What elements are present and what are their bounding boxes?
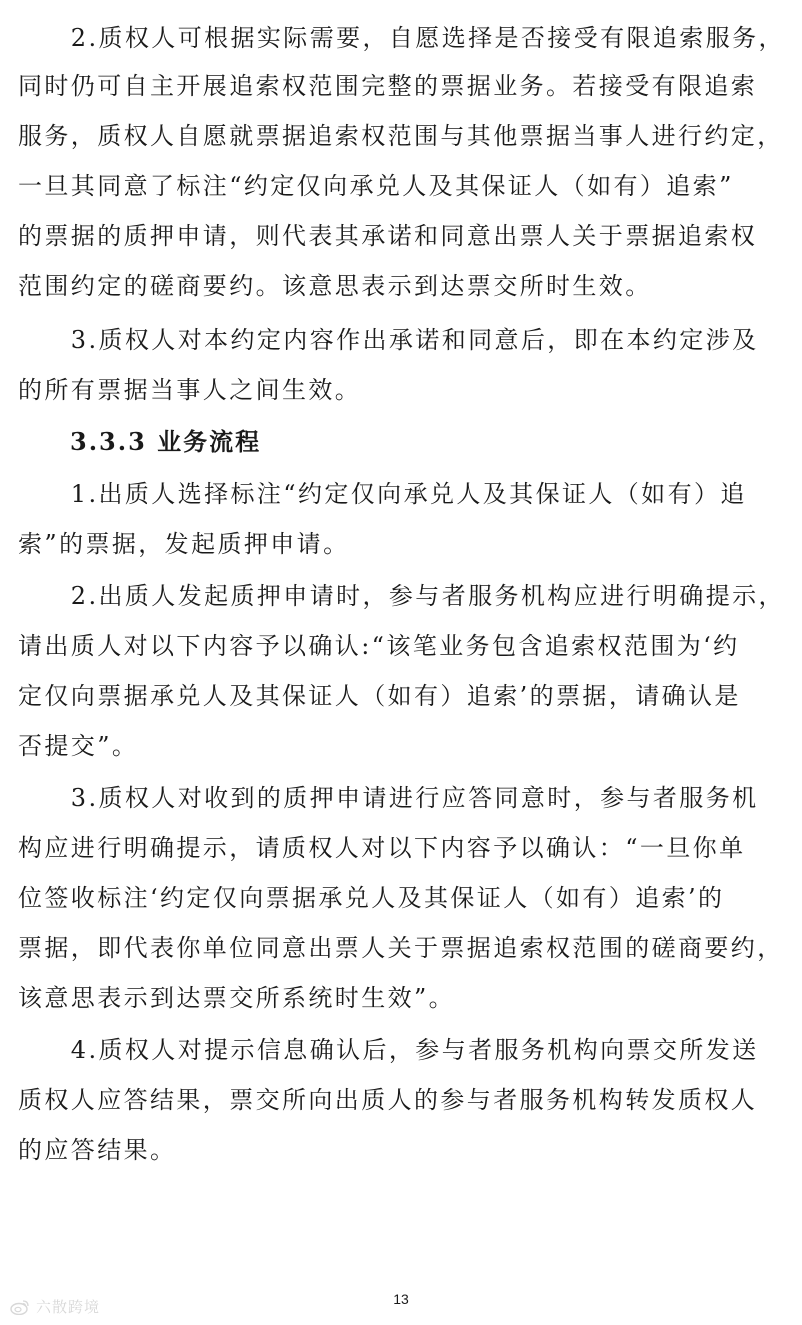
paragraph-line: 否提交”。 [18, 732, 139, 760]
paragraph-line: 票据，即代表你单位同意出票人关于票据追索权范围的磋商要约， [18, 934, 784, 962]
paragraph-line: 1.出质人选择标注“约定仅向承兑人及其保证人（如有）追 [18, 480, 747, 508]
paragraph-line: 范围约定的磋商要约。该意思表示到达票交所时生效。 [18, 272, 652, 300]
paragraph-line: 2.出质人发起质押申请时，参与者服务机构应进行明确提示， [18, 582, 785, 610]
paragraph-line: 的应答结果。 [18, 1136, 177, 1164]
paragraph-line: 请出质人对以下内容予以确认:“该笔业务包含追索权范围为‘约 [18, 632, 740, 660]
paragraph-line: 位签收标注‘约定仅向票据承兑人及其保证人（如有）追索’的 [18, 884, 725, 912]
paragraph-line: 3.质权人对本约定内容作出承诺和同意后，即在本约定涉及 [18, 326, 759, 354]
weibo-logo-icon [10, 1299, 30, 1315]
paragraph-line: 3.质权人对收到的质押申请进行应答同意时，参与者服务机 [18, 784, 759, 812]
page-number: 13 [393, 1291, 409, 1307]
paragraph-line: 定仅向票据承兑人及其保证人（如有）追索’的票据，请确认是 [18, 682, 741, 710]
paragraph-line: 构应进行明确提示，请质权人对以下内容予以确认：“一旦你单 [18, 834, 746, 862]
paragraph-line: 质权人应答结果，票交所向出质人的参与者服务机构转发质权人 [18, 1086, 758, 1114]
paragraph-line: 2.质权人可根据实际需要，自愿选择是否接受有限追索服务， [18, 24, 785, 52]
paragraph-line: 一旦其同意了标注“约定仅向承兑人及其保证人（如有）追索” [18, 172, 734, 200]
paragraph-line: 的所有票据当事人之间生效。 [18, 376, 362, 404]
paragraph-line: 该意思表示到达票交所系统时生效”。 [18, 984, 456, 1012]
paragraph-line: 的票据的质押申请，则代表其承诺和同意出票人关于票据追索权 [18, 222, 758, 250]
paragraph-line: 同时仍可自主开展追索权范围完整的票据业务。若接受有限追索 [18, 72, 758, 100]
paragraph-line: 4.质权人对提示信息确认后，参与者服务机构向票交所发送 [18, 1036, 759, 1064]
paragraph-line: 服务，质权人自愿就票据追索权范围与其他票据当事人进行约定， [18, 122, 784, 150]
paragraph-line: 索”的票据，发起质押申请。 [18, 530, 350, 558]
watermark-text: 六散跨境 [36, 1298, 101, 1316]
section-heading: 3.3.3 业务流程 [18, 427, 262, 456]
watermark [10, 1296, 100, 1317]
